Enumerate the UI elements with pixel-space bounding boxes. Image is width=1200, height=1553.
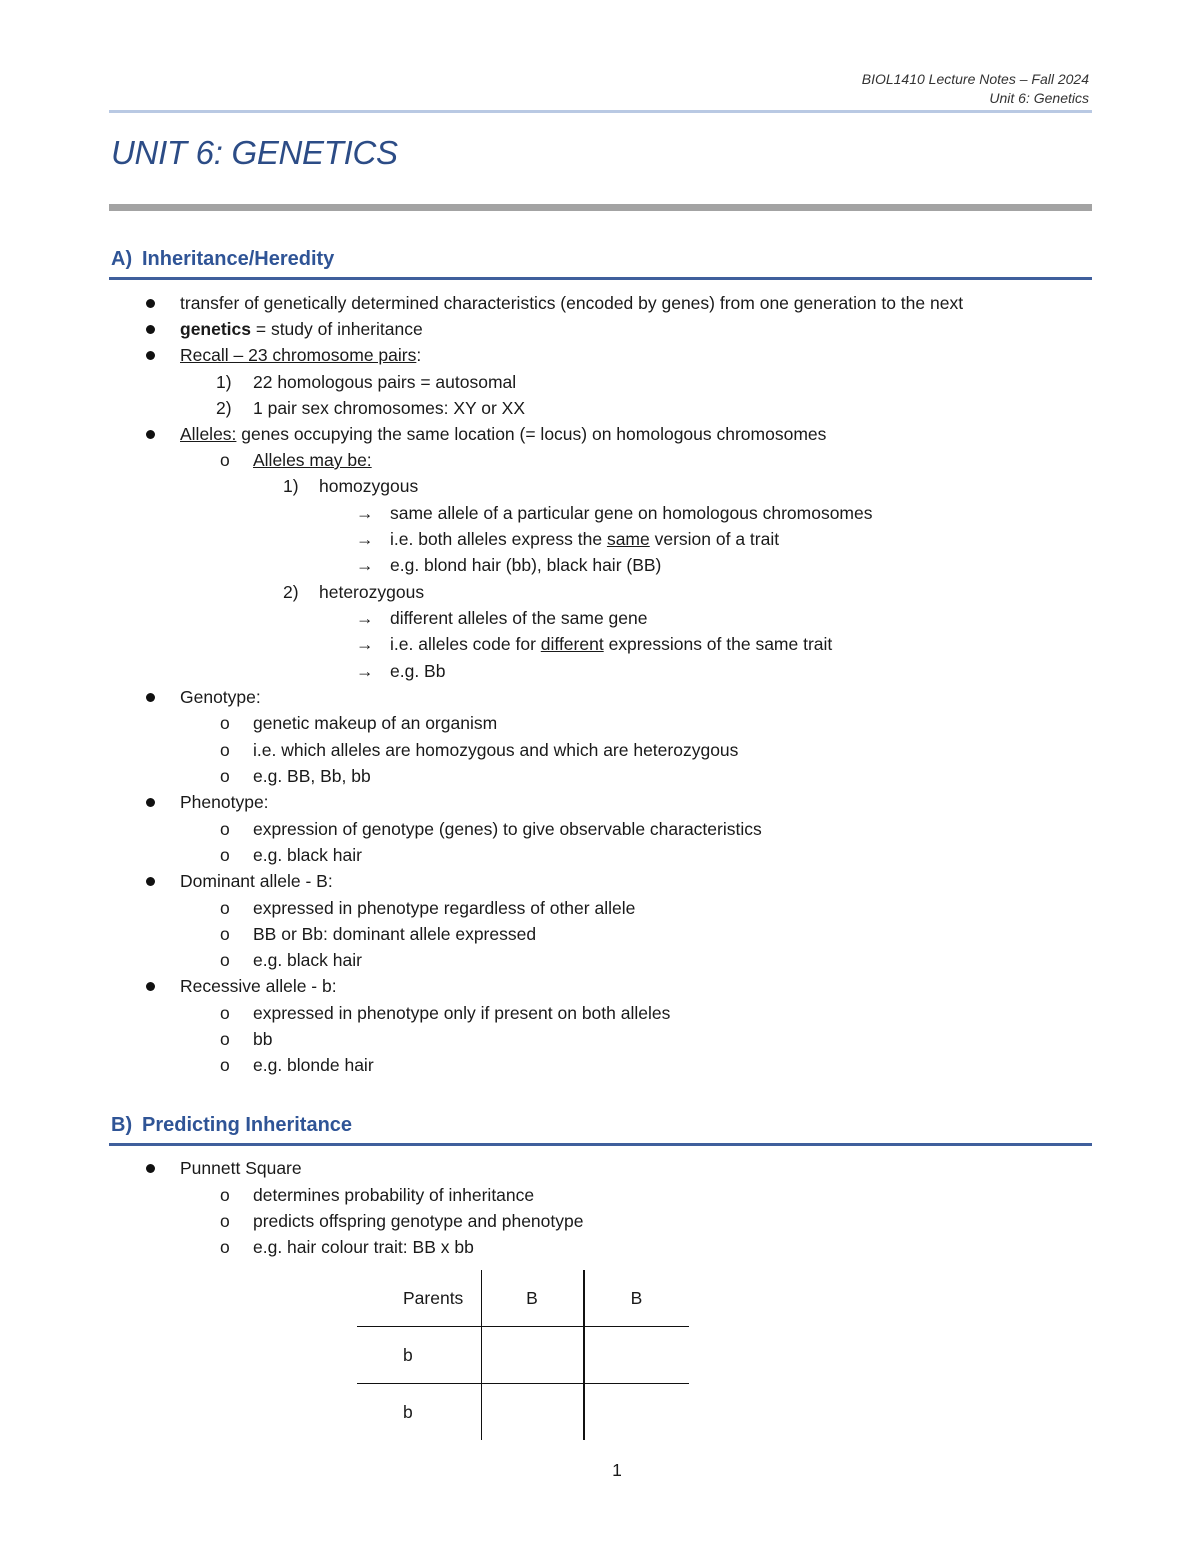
bullet-icon — [146, 351, 155, 360]
circle-bullet-icon: o — [220, 950, 230, 970]
table-row — [357, 1327, 689, 1384]
section-b-rule — [109, 1143, 1092, 1146]
table-cell — [584, 1327, 689, 1384]
table-row — [357, 1270, 689, 1327]
table-cell — [481, 1327, 584, 1384]
arrow-icon: → — [356, 634, 374, 654]
bullet-icon — [146, 1164, 155, 1173]
section-a-title: Inheritance/Heredity — [142, 248, 335, 270]
circle-bullet-icon: o — [220, 898, 230, 918]
circle-bullet-icon: o — [220, 740, 230, 760]
header-rule — [109, 110, 1092, 113]
bullet-icon — [146, 299, 155, 308]
table-header-cell: B — [584, 1270, 689, 1327]
arrow-icon: → — [356, 661, 374, 681]
table-cell — [481, 1384, 584, 1441]
circle-bullet-icon: o — [220, 766, 230, 786]
arrow-icon: → — [356, 503, 374, 523]
section-a-rule — [109, 277, 1092, 280]
circle-bullet-icon: o — [220, 1185, 230, 1205]
arrow-icon: → — [356, 608, 374, 628]
running-header — [862, 70, 1089, 108]
header-unit: Unit 6: Genetics — [989, 90, 1089, 106]
header-course: BIOL1410 Lecture Notes – Fall 2024 — [861, 71, 1089, 87]
circle-bullet-icon: o — [220, 1003, 230, 1023]
circle-bullet-icon: o — [220, 819, 230, 839]
bullet-icon — [146, 693, 155, 702]
section-b-title: Predicting Inheritance — [142, 1114, 353, 1136]
bullet-icon — [146, 877, 155, 886]
circle-bullet-icon: o — [220, 845, 230, 865]
punnett-square-table — [357, 1270, 689, 1440]
section-a-heading — [111, 248, 334, 271]
document-page: BIOL1410 Lecture Notes – Fall 2024 Unit 6: Genetics UNIT 6: GENETICS A) Inheritance/Heredity transfer of genetically determined characteristics (encoded by genes) from one generation to the next genetics = study of inheritance Recall – 23 chromosome pairs: 1) 22 homologous pairs = autosomal 2) 1 pair sex chromosomes: XY or XX Alleles: genes occupying the same location (= locus) on homologous chromosomes o Alleles may be: 1) homozygous → same allele of a particular gene on homologous chromosomes → i.e. both alleles express the same version of a trait → e.g. blond hair (bb), black hair (BB) 2) heterozygous → different alleles of the same gene → i.e. alleles code for different expressions of the same trait → e.g. Bb Genotype: o genetic makeup of an organism o i.e. which alleles are homozygous and which are heterozygous o e.g. BB, Bb, bb Phenotype: o expression of genotype (genes) to give observable characteristics o e.g. black hair Dominant allele - B: o expressed in phenotype regardless of other allele o BB or Bb: dominant allele expressed o e.g. black hair Recessive allele - b: o expressed in phenotype only if present on both alleles o bb o e.g. blonde hair B) Predicting Inheritance Punnett Square o determines probability of inheritance o predicts offspring genotype and phenotype o e.g. hair colour trait: BB x bb Parents B B b b 1 — [0, 0, 1200, 1553]
page-title: UNIT 6: GENETICS — [111, 134, 398, 171]
circle-bullet-icon: o — [220, 450, 230, 470]
table-row — [357, 1384, 689, 1441]
circle-bullet-icon: o — [220, 1055, 230, 1075]
title-rule — [109, 204, 1092, 211]
table-row-header: b — [357, 1384, 481, 1441]
circle-bullet-icon: o — [220, 1211, 230, 1231]
circle-bullet-icon: o — [220, 1029, 230, 1049]
table-corner-cell: Parents — [357, 1270, 481, 1327]
arrow-icon: → — [356, 555, 374, 575]
bullet-icon — [146, 325, 155, 334]
bullet-icon — [146, 430, 155, 439]
table-cell — [584, 1384, 689, 1441]
bullet-icon — [146, 982, 155, 991]
circle-bullet-icon: o — [220, 924, 230, 944]
circle-bullet-icon: o — [220, 713, 230, 733]
section-b-heading — [111, 1114, 352, 1137]
section-b-letter: B) — [111, 1114, 133, 1136]
circle-bullet-icon: o — [220, 1237, 230, 1257]
section-a-letter: A) — [111, 248, 133, 270]
table-row-header: b — [357, 1327, 481, 1384]
arrow-icon: → — [356, 529, 374, 549]
bullet-icon — [146, 798, 155, 807]
table-header-cell: B — [481, 1270, 584, 1327]
page-number: 1 — [612, 1460, 622, 1480]
